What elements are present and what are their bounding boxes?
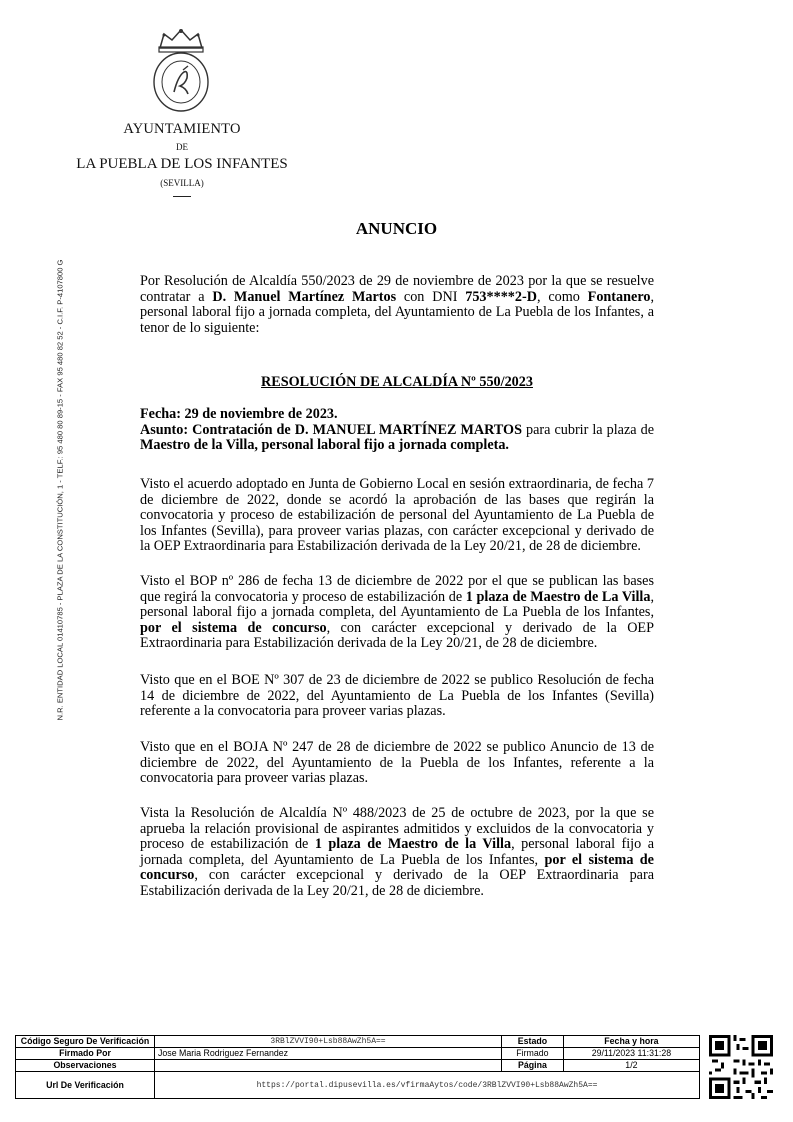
codigo-value: 3RBlZVVI90+Lsb88AwZh5A==: [155, 1036, 502, 1048]
p5-bold-1: 1 plaza de Maestro de la Villa: [314, 836, 512, 853]
observaciones-label: Observaciones: [16, 1060, 155, 1072]
document-title: ANUNCIO: [355, 219, 438, 238]
paragraph-4-text: Visto que en el BOJA Nº 247 de 28 de diciembre de 2022 se publico Anuncio de 13 de diciembre de 2022, del Ayuntamiento de la Puebla de los Infantes, referente a la convocatoria para proveer varias plazas.: [140, 739, 654, 787]
p2-text-1: Visto el BOP nº 286 de fecha 13 de diciembre de 2022 por el que se publican las bases que regirá la convocatoria y proceso de estabilización de: [140, 573, 654, 605]
signature-verification-table: [15, 1035, 700, 1099]
header-divider: [173, 196, 191, 197]
header-municipality: LA PUEBLA DE LOS INFANTES: [76, 156, 288, 172]
intro-dni: 753****2-D: [465, 288, 537, 305]
paragraph-boe: [140, 673, 654, 720]
p5-bold-2: por el sistema de concurso: [140, 851, 654, 884]
p2-bold-1: 1 plaza de Maestro de La Villa: [465, 588, 651, 605]
intro-paragraph: [140, 274, 654, 336]
resolution-meta: [140, 407, 654, 454]
p5-text-2: , personal laboral fijo a jornada completa, del Ayuntamiento de La Puebla de los Infantes,: [140, 836, 654, 868]
estado-value: Firmado: [502, 1048, 564, 1060]
intro-text-1: Por Resolución de Alcaldía 550/2023 de 29 de noviembre de 2023 por la que se resuelve contratar a: [140, 273, 654, 305]
fecha-value: 29/11/2023 11:31:28: [563, 1048, 699, 1060]
meta-fecha: Fecha: 29 de noviembre de 2023.: [140, 406, 338, 422]
p2-text-2: , personal laboral fijo a jornada completa, del Ayuntamiento de La Puebla de los Infantes,: [140, 588, 654, 621]
p2-text-3: , con carácter excepcional y derivado de la OEP Extraordinaria para Estabilización derivada de la Ley 20/21, de 28 de diciembre.: [140, 619, 654, 652]
observaciones-value: [155, 1060, 502, 1072]
paragraph-junta-gobierno: [140, 477, 654, 555]
intro-text-2: con DNI: [396, 288, 466, 305]
p2-bold-2: por el sistema de concurso: [140, 619, 327, 636]
paragraph-3-text: Visto que en el BOE Nº 307 de 23 de diciembre de 2022 se publico Resolución de fecha 14 de diciembre de 2022, del Ayuntamiento de La Puebla de los Infantes (Sevilla) referente a la convocatoria para proveer varias plazas.: [140, 672, 654, 720]
p5-text-3: , con carácter excepcional y derivado de la OEP Extraordinaria para Estabilización derivada de la Ley 20/21, de 28 de diciembre.: [140, 867, 654, 899]
header-de: DE: [176, 142, 188, 152]
paragraph-resolucion-488: [140, 806, 654, 900]
paragraph-boja: [140, 740, 654, 787]
intro-name: D. Manuel Martínez Martos: [212, 288, 397, 305]
verification-qr-code: [709, 1035, 773, 1099]
url-value[interactable]: https://portal.dipusevilla.es/vfirmaAytos/code/3RBlZVVI90+Lsb88AwZh5A==: [155, 1072, 700, 1099]
intro-job: Fontanero: [587, 288, 651, 305]
intro-text-3: , como: [536, 288, 588, 305]
meta-asunto-rest: para cubrir la plaza de: [521, 421, 654, 438]
pagina-value: 1/2: [563, 1060, 699, 1072]
intro-text-4: , personal laboral fijo a jornada completa, del Ayuntamiento de La Puebla de los Infantes, a tenor de lo siguiente:: [140, 288, 654, 336]
url-label: Url De Verificación: [16, 1072, 155, 1099]
header-province: (SEVILLA): [160, 178, 204, 188]
meta-asunto-plaza: Maestro de la Villa, personal laboral fijo a jornada completa.: [140, 437, 509, 454]
meta-asunto: Asunto: Contratación de D. MANUEL MARTÍNEZ MARTOS: [140, 421, 522, 438]
header-ayuntamiento: AYUNTAMIENTO: [123, 121, 241, 137]
pagina-label: Página: [502, 1060, 564, 1072]
codigo-label: Código Seguro De Verificación: [16, 1036, 155, 1048]
paragraph-bop: [140, 574, 654, 652]
paragraph-1-text: Visto el acuerdo adoptado en Junta de Gobierno Local en sesión extraordinaria, de fecha 7 de diciembre de 2022, donde se acordó la aprobación de las bases que regirán la convocatoria y proceso de estabilización de personal del Ayuntamiento de La Puebla de los Infantes (Sevilla), para proveer varias plazas, con carácter excepcional y derivado de la OEP Extraordinaria para Estabilización derivada de la Ley 20/21, de 28 de diciembre.: [140, 476, 654, 555]
firmado-label: Firmado Por: [16, 1048, 155, 1060]
firmado-value: Jose Maria Rodriguez Fernandez: [155, 1048, 502, 1060]
side-margin-text: N.R. ENTIDAD LOCAL 01410785 - PLAZA DE LA CONSTITUCIÓN, 1 - TELF.: 95 480 80 89-15 - FAX 95 480 82 52 - C.I.F. P-4107800 G: [55, 259, 65, 721]
estado-label: Estado: [502, 1036, 564, 1048]
fecha-label: Fecha y hora: [563, 1036, 699, 1048]
resolution-title: RESOLUCIÓN DE ALCALDÍA Nº 550/2023: [261, 374, 533, 390]
p5-text-1: Vista la Resolución de Alcaldía Nº 488/2023 de 25 de octubre de 2023, por la que se aprueba la relación provisional de aspirantes admitidos y excluidos de la convocatoria y proceso de estabilización de: [140, 805, 654, 853]
municipal-coat-of-arms: [150, 26, 212, 114]
